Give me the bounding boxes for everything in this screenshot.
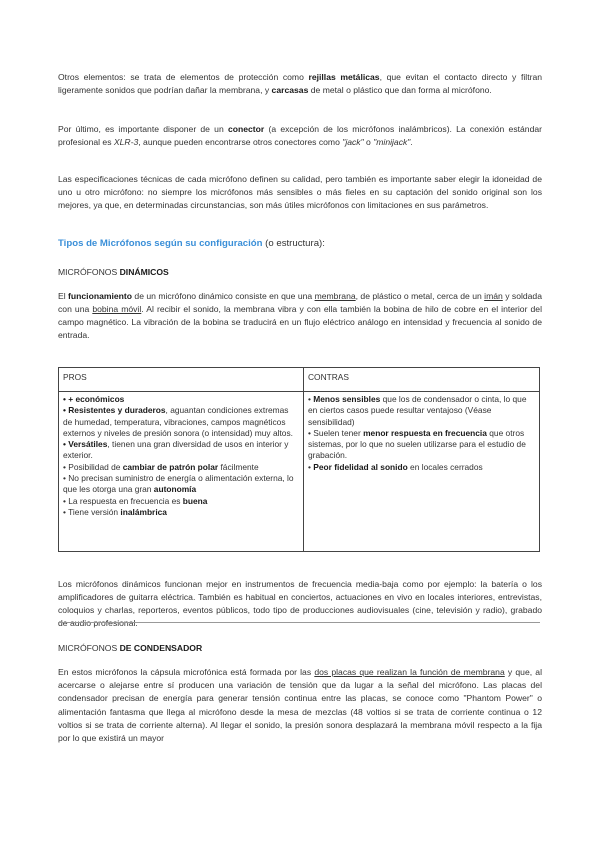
text: . <box>410 136 413 147</box>
bold-term: buena <box>182 495 208 506</box>
text: y soldada con una <box>58 291 542 314</box>
bold-term: autonomía <box>153 484 197 495</box>
paragraph-protection <box>58 71 542 97</box>
underlined-term: membrana <box>314 291 356 301</box>
table-row <box>59 392 540 552</box>
subheading-condenser <box>58 642 542 655</box>
text: Otros elementos: se trata de elementos de protección como <box>58 72 309 82</box>
heading-suffix: (o estructura): <box>262 238 325 249</box>
contras-item: • <box>308 394 314 404</box>
bold-term: DINÁMICOS <box>119 267 169 277</box>
text: , aunque pueden encontrarse otros conectores como <box>138 136 343 147</box>
table-header-row <box>59 368 540 392</box>
bold-term: rejillas metálicas <box>308 72 380 82</box>
pros-item: • Posibilidad de <box>63 461 123 472</box>
contras-item: • Suelen tener <box>308 427 364 438</box>
paragraph-dynamic-uses: Los micrófonos dinámicos funcionan mejor en instrumentos de frecuencia media-baja como por ejemplo: la batería o los amplificadores de guitarra eléctrica. También es habitual en conciertos, actuaciones en vivo en locales interiores, entrevistas, coloquios y charlas, reporteros, eventos públicos, todo tipo de producciones audiovisuales (cine, televisión y radio), grabado de audio profesional. <box>58 579 542 628</box>
text: fácilmente <box>218 461 259 472</box>
pros-item: • No precisan suministro de energía o alimentación externa, lo que les otorga una gran <box>63 473 294 495</box>
subheading-dynamic <box>58 266 542 279</box>
text: , que evitan el contacto directo y filtran ligeramente sonidos que podrían dañar la membrana, y <box>58 72 542 95</box>
text: o <box>363 136 374 147</box>
paragraph-specifications: Las especificaciones técnicas de cada micrófono definen su calidad, pero también es importante saber elegir la idoneidad de uno u otro micrófono: no siempre los micrófonos más sensibles o más fieles en su captación del sonido original son los mejores, ya que, en determinadas circunstancias, son más útiles micrófonos con limitaciones en sus parámetros. <box>58 174 542 210</box>
underlined-term: bobina móvil <box>92 303 142 314</box>
text: MICRÓFONOS <box>58 643 120 653</box>
pros-item: • Tiene versión <box>63 506 121 517</box>
underlined-term: dos placas que realizan la función de membrana <box>314 667 505 677</box>
text: El <box>58 291 69 301</box>
text: (a excepción de los micrófonos inalámbricos). La conexión estándar profesional es <box>58 124 542 147</box>
underlined-term: imán <box>484 291 503 301</box>
pros-item: • La respuesta en frecuencia es <box>63 495 183 506</box>
bold-term: funcionamiento <box>68 291 133 301</box>
pros-item: , tienen una gran diversidad de usos en interior y exterior. <box>63 439 289 461</box>
pros-cell <box>59 392 304 552</box>
italic-term: "jack" <box>342 136 364 147</box>
bold-term: inalámbrica <box>120 506 167 517</box>
text: en locales cerrados <box>407 461 483 472</box>
section-heading-types <box>58 237 542 251</box>
paragraph-connector <box>58 123 542 149</box>
contras-header: CONTRAS <box>304 368 540 392</box>
text: y que, al acercarse o alejarse entre sí producen una variación de tensión que da lugar a la señal del micrófono. Las placas del condensador precisan de energía para generar tensión continua entre las placas, se conoce como "Phantom Power" o alimentación fantasma que llega al micrófono desde la mesa de mezclas (48 voltios si se trata de corriente continua o 12 voltios si se trata de corriente alterna). Al llegar el sonido, la presión sonora desplazará la membrana móvil respecto a la fija por lo que existirá un mayor <box>58 667 543 744</box>
bold-term: carcasas <box>271 84 309 95</box>
bold-term: • Resistentes y duraderos <box>63 405 166 416</box>
bold-term: menor respuesta en frecuencia <box>363 427 487 438</box>
pros-item: • + económicos <box>63 394 125 404</box>
bold-term: • Versátiles <box>63 439 108 450</box>
text: Por último, es importante disponer de un <box>58 124 228 134</box>
text: de un micrófono dinámico consiste en que una <box>132 291 315 301</box>
bold-term: Peor fidelidad al sonido <box>313 461 408 472</box>
section-divider <box>58 622 540 623</box>
bold-term: cambiar de patrón polar <box>122 461 219 472</box>
italic-term: XLR-3 <box>113 136 139 147</box>
text: MICRÓFONOS <box>58 267 120 277</box>
text: de metal o plástico que dan forma al micrófono. <box>308 84 492 95</box>
text: que los de condensador o cinta, lo que en ciertos casos puede resultar ventajoso (Véase sensibilidad) <box>308 394 527 427</box>
text: . Al recibir el sonido, la membrana vibra y con ella también la bobina de hilo de cobre en el interior del campo magnético. La vibración de la bobina se traducirá en un flujo eléctrico análogo en intensidad y frecuencia al sonido de entrada. <box>58 303 542 340</box>
pros-header: PROS <box>59 368 304 392</box>
text: , de plástico o metal, cerca de un <box>355 291 485 301</box>
pros-item: , aguantan condiciones extremas de humedad, temperatura, vibraciones, campos magnéticos externos y niveles de presión sonora (o intensidad) muy altos. <box>63 405 293 438</box>
paragraph-condenser <box>58 666 542 745</box>
bold-term: Menos sensibles <box>313 394 381 404</box>
text: En estos micrófonos la cápsula microfónica está formada por las <box>58 667 315 677</box>
paragraph-dynamic-function <box>58 290 542 342</box>
contras-cell <box>304 392 540 552</box>
italic-term: "minijack" <box>373 136 411 147</box>
pros-contras-table <box>58 367 540 552</box>
heading-link: Tipos de Micrófonos según su configuración <box>58 238 263 249</box>
text: que otros sistemas, por lo que no suelen utilizarse para el estudio de grabación. <box>308 427 526 461</box>
contras-item: • <box>308 461 314 472</box>
bold-term: DE CONDENSADOR <box>119 643 203 653</box>
bold-term: conector <box>227 124 265 134</box>
